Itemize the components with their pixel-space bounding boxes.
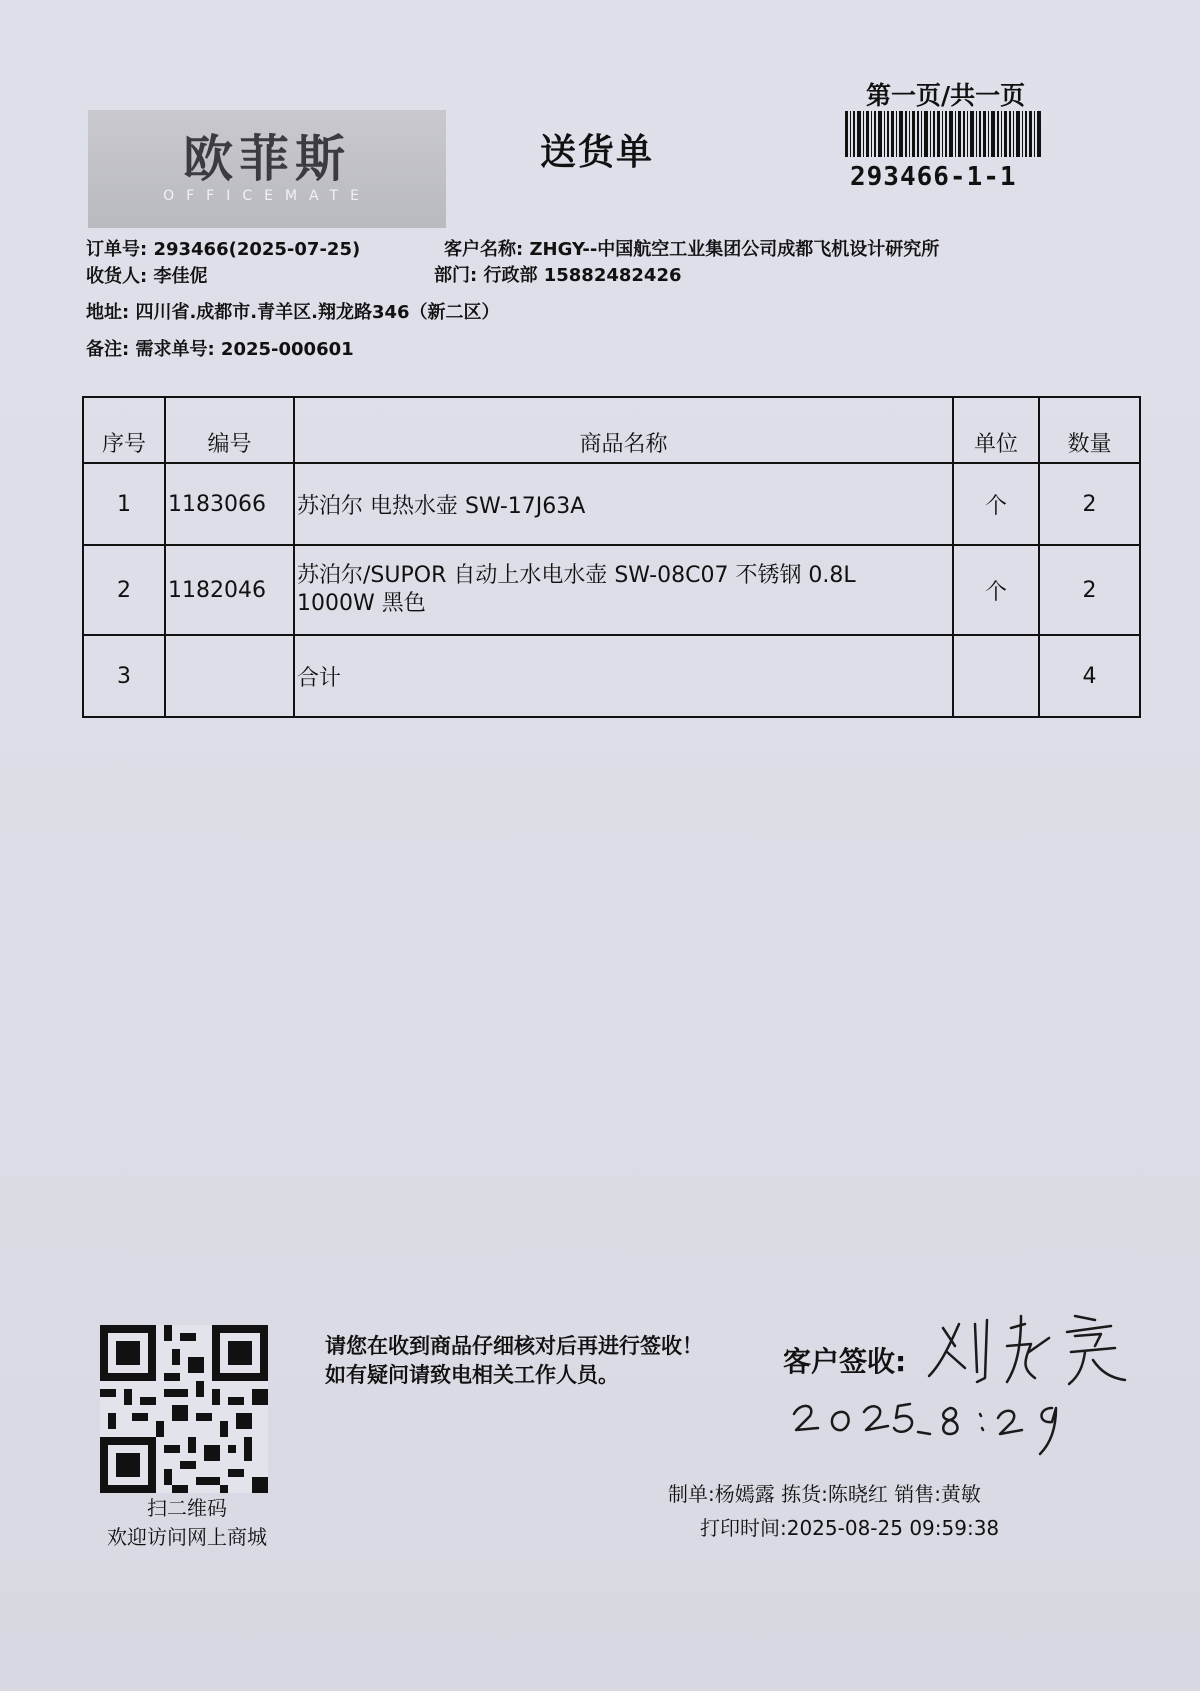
department: 部门: 行政部 15882482426 xyxy=(434,265,682,286)
qr-caption-line1: 扫二维码 xyxy=(147,1496,227,1520)
staff-info: 制单:杨嫣露 拣货:陈晓红 销售:黄敏 xyxy=(668,1482,981,1506)
item-unit xyxy=(953,635,1039,717)
column-header: 商品名称 xyxy=(294,397,953,463)
total-quantity: 4 xyxy=(1039,635,1140,717)
item-code: 1183066 xyxy=(165,463,294,545)
column-header: 数量 xyxy=(1039,397,1140,463)
page-indicator: 第一页/共一页 xyxy=(866,81,1026,110)
address: 地址: 四川省.成都市.青羊区.翔龙路346（新二区） xyxy=(86,302,500,323)
notice-text: 请您在收到商品仔细核对后再进行签收！如有疑问请致电相关工作人员。 xyxy=(325,1334,703,1387)
item-quantity: 2 xyxy=(1039,545,1140,635)
table-header-row xyxy=(83,397,1140,463)
item-name: 苏泊尔/SUPOR 自动上水电水壶 SW-08C07 不锈钢 0.8L 1000W 黑色 xyxy=(294,545,953,635)
item-unit: 个 xyxy=(953,463,1039,545)
customer-sign-label: 客户签收: xyxy=(783,1345,907,1378)
logo-chinese-text: 欧菲斯 xyxy=(183,130,351,188)
item-quantity: 2 xyxy=(1039,463,1140,545)
table-row xyxy=(83,545,1140,635)
order-number: 订单号: 293466(2025-07-25) xyxy=(86,239,361,260)
row-number: 1 xyxy=(83,463,165,545)
row-number: 3 xyxy=(83,635,165,717)
table-row xyxy=(83,463,1140,545)
remark: 备注: 需求单号: 2025-000601 xyxy=(86,339,354,360)
qr-caption-line2: 欢迎访问网上商城 xyxy=(107,1525,267,1549)
item-name: 苏泊尔 电热水壶 SW-17J63A xyxy=(294,463,953,545)
barcode-number: 293466-1-1 xyxy=(850,162,1017,192)
document-title: 送货单 xyxy=(540,132,655,173)
total-label: 合计 xyxy=(294,635,953,717)
qr-code-icon xyxy=(100,1325,268,1493)
print-time: 打印时间:2025-08-25 09:59:38 xyxy=(700,1516,1000,1540)
column-header: 编号 xyxy=(165,397,294,463)
handwritten-signature xyxy=(925,1306,1135,1396)
logo-english-text: OFFICEMATE xyxy=(163,188,371,204)
qr-caption xyxy=(82,1494,292,1552)
item-code: 1182046 xyxy=(165,545,294,635)
handwritten-date xyxy=(790,1390,1080,1460)
company-logo xyxy=(88,110,446,228)
item-unit: 个 xyxy=(953,545,1039,635)
goods-table xyxy=(82,396,1141,718)
barcode-icon xyxy=(845,111,1041,157)
column-header: 单位 xyxy=(953,397,1039,463)
table-total-row xyxy=(83,635,1140,717)
row-number: 2 xyxy=(83,545,165,635)
column-header: 序号 xyxy=(83,397,165,463)
item-code xyxy=(165,635,294,717)
receiver: 收货人: 李佳伲 xyxy=(86,266,208,287)
customer-name: 客户名称: ZHGY--中国航空工业集团公司成都飞机设计研究所 xyxy=(444,239,940,260)
